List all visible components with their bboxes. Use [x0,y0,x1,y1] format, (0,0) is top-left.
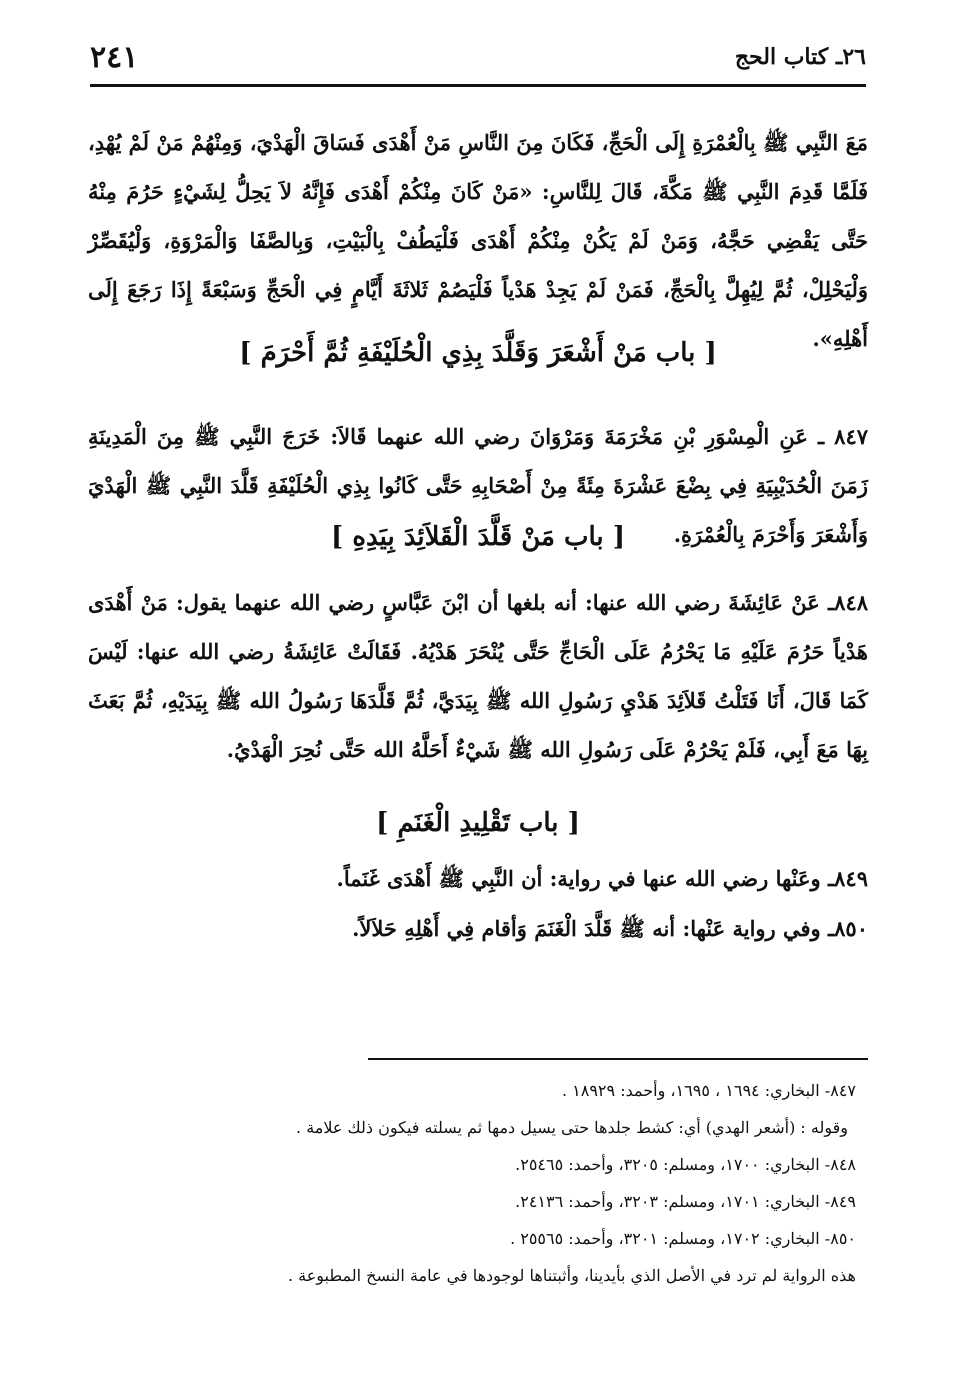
hadith-number: ٨٤٧ ـ [817,424,869,449]
footnotes [120,1072,856,1294]
section-title-ishar: [ باب مَنْ أَشْعَرَ وَقَلَّدَ بِذِي الْحُلَيْفَةِ ثُمَّ أَحْرَمَ ] [239,338,717,368]
footnote-riwaya-note: هذه الرواية لم ترد في الأصل الذي بأيدينا، وأثبتناها لوجودها في عامة النسخ المطبوعة . [287,1266,856,1285]
hadith-number: ٨٤٩ـ [828,866,868,891]
chapter-title: ٢٦ـ كتاب الحج [734,44,866,70]
section-title-taqlid-bi-yadihi: [ باب مَنْ قَلَّدَ الْقَلاَئِدَ بِيَدِهِ ] [331,522,625,552]
footnote-847: ٨٤٧- البخاري: ١٦٩٤ ، ١٦٩٥، وأحمد: ١٨٩٢٩ . [561,1081,856,1100]
page-header [90,40,866,87]
hadith-850 [88,916,868,947]
footnote-849: ٨٤٩- البخاري: ١٧٠١، ومسلم: ٣٢٠٣، وأحمد: ٢٤١٣٦. [515,1192,856,1211]
hadith-text: عَنْ عَائِشَةَ رضي الله عنها: أنه بلغها أن ابْنَ عَبَّاسٍ رضي الله عنهما يقول: مَنْ أَهْدَى هَدْياً حَرُمَ عَلَيْهِ مَا يَحْرُمُ عَلَى الْحَاجِّ حَتَّى يُنْحَرَ هَدْيُهُ. فَقَالَتْ عَائِشَةُ رضي الله عنها: لَيْسَ كَمَا قَالَ، أَنَا فَتَلْتُ قَلاَئِدَ هَدْيِ رَسُولِ الله ﷺ بِيَدَيَّ، ثُمَّ قَلَّدَهَا رَسُولُ الله ﷺ بِيَدَيْهِ، ثُمَّ بَعَثَ بِهَا مَعَ أَبِي، فَلَمْ يَحْرُمْ عَلَى رَسُولِ الله ﷺ شَيْءٌ أَحَلَّهُ الله حَتَّى نُحِرَ الْهَدْيُ. [88,590,868,762]
hadith-text: وفي رواية عَنْها: أنه ﷺ قَلَّدَ الْغَنَمَ وَأقام فِي أَهْلِهِ حَلاَلاً. [352,916,821,941]
section-title-taqlid-al-ghanam: [ باب تَقْلِيدِ الْغَنَمِ ] [376,808,580,838]
hadith-848 [88,578,868,774]
hadith-text: عَنِ الْمِسْوَرِ بْنِ مَخْرَمَةَ وَمَرْوَانَ رضي الله عنهما قَالاَ: خَرَجَ النَّبِي ﷺ مِنَ الْمَدِينَةِ زَمَنَ الْحُدَيْبِيَةِ فِي بِضْعَ عَشْرَةَ مِئَةً مِنْ أَصْحَابِهِ حَتَّى كَانُوا بِذِي الْحُلَيْفَةِ قَلَّدَ النَّبِي ﷺ الْهَدْيَ وَأَشْعَرَ وَأَحْرَمَ بِالْعُمْرَةِ. [88,424,869,547]
hadith-number: ٨٤٨ـ [828,590,869,615]
page-number: ٢٤١ [90,40,139,75]
footnote-ishar-note: وقوله : (أشعر الهدي) أي: كشط جلدها حتى يسيل دمها ثم يسلته فيكون ذلك علامة . [296,1118,848,1137]
footnote-divider [368,1058,868,1060]
hadith-number: ٨٥٠ـ [828,916,868,941]
footnote-850: ٨٥٠- البخاري: ١٧٠٢، ومسلم: ٣٢٠١، وأحمد: ٢٥٥٦٥ . [510,1229,856,1248]
hadith-text: وعَنْها رضي الله عنها في رواية: أن النَّبِي ﷺ أَهْدَى غَنَماً. [336,866,821,891]
hadith-849 [88,866,868,897]
opening-paragraph: مَعَ النَّبِي ﷺ بِالْعُمْرَةِ إِلَى الْحَجِّ، فَكَانَ مِنَ النَّاسِ مَنْ أَهْدَى فَسَاقَ الْهَدْيَ، وَمِنْهُمْ مَنْ لَمْ يُهْدِ، فَلَمَّا قَدِمَ النَّبِي ﷺ مَكَّةَ، قَالَ لِلنَّاسِ: «مَنْ كَانَ مِنْكُمْ أَهْدَى فَإِنَّهُ لاَ يَحِلُّ لِشَيْءٍ حَرُمَ مِنْهُ حَتَّى يَقْضِي حَجَّهُ، وَمَنْ لَمْ يَكُنْ مِنْكُمْ أَهْدَى فَلْيَطُفْ بِالْبَيْتِ، وَبِالصَّفَا وَالْمَرْوَةِ، وَلْيُقَصِّرْ وَلْيَحْلِلْ، ثُمَّ لِيُهِلَّ بِالْحَجِّ، فَمَنْ لَمْ يَجِدْ هَدْياً فَلْيَصُمْ ثَلاثَةَ أَيَّامٍ فِي الْحَجِّ وَسَبْعَةً إِذَا رَجَعَ إِلَى أَهْلِهِ». [88,130,868,351]
footnote-848: ٨٤٨- البخاري: ١٧٠٠، ومسلم: ٣٢٠٥، وأحمد: ٢٥٤٦٥. [515,1155,856,1174]
